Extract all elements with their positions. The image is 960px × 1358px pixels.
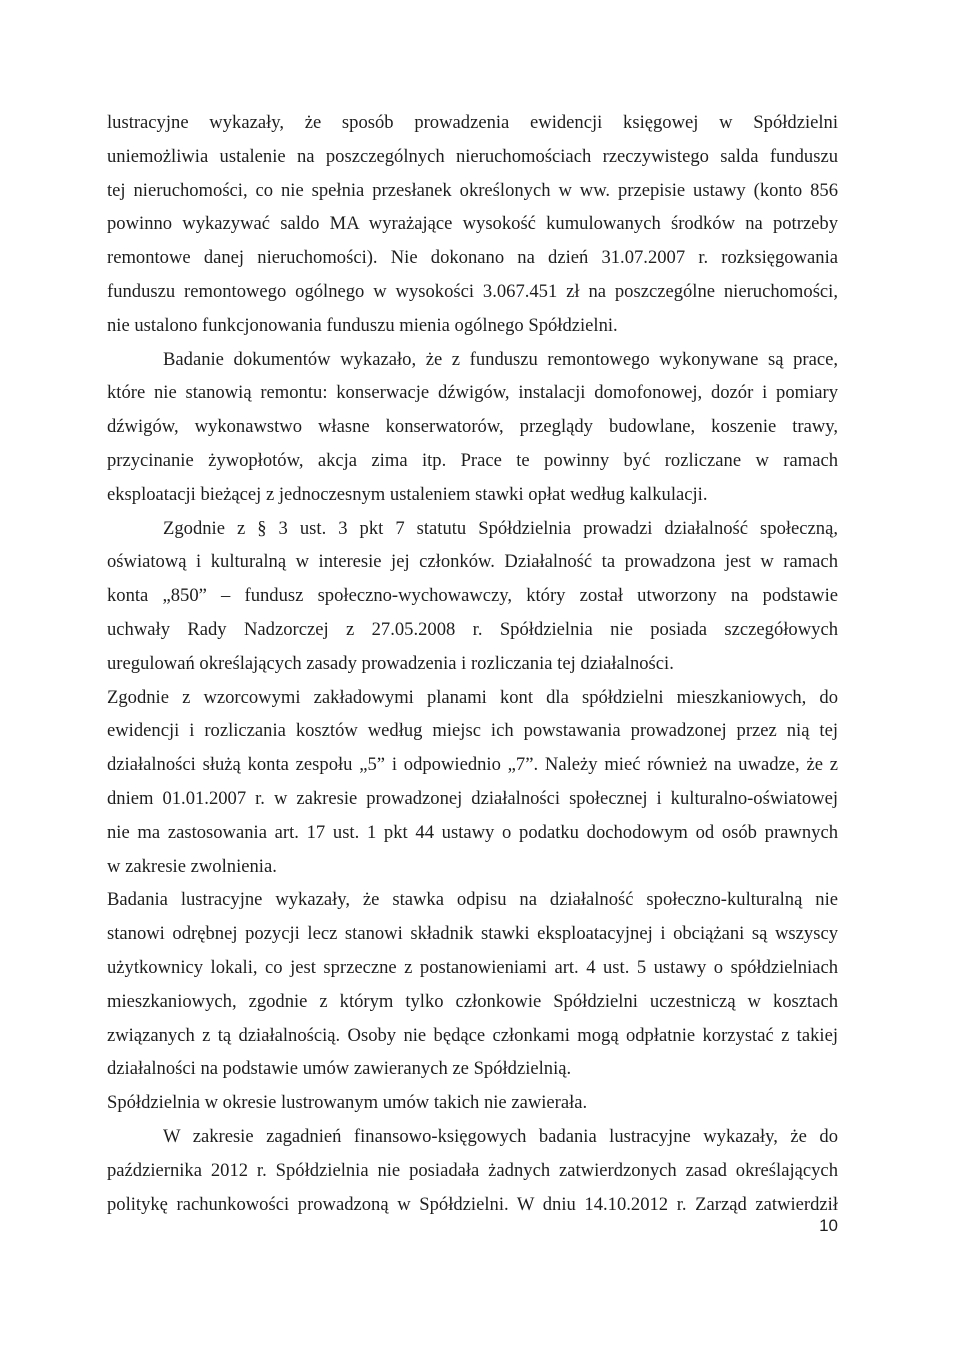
paragraph-line: uregulowań określających zasady prowadzenia i rozliczania tej działalności. (107, 652, 674, 674)
paragraph-line: dniem 01.01.2007 r. w zakresie prowadzonej działalności społecznej i kulturalno-oświatowej (107, 787, 838, 809)
paragraph-line: tej nieruchomości, co nie spełnia przesłanek określonych w ww. przepisie ustawy (konto 856 (107, 179, 838, 201)
paragraph-line: działalności na podstawie umów zawieranych ze Spółdzielnią. (107, 1058, 572, 1080)
paragraph-line: ewidencji i rozliczania kosztów według miejsc ich powstawania prowadzonej przez nią tej (107, 720, 838, 742)
paragraph-line: Zgodnie z § 3 ust. 3 pkt 7 statutu Spółdzielnia prowadzi działalność społeczną, (163, 517, 838, 539)
paragraph-line: funduszu remontowego ogólnego w wysokości 3.067.451 zł na poszczególne nieruchomości, (107, 280, 838, 302)
paragraph-line: lustracyjne wykazały, że sposób prowadzenia ewidencji księgowej w Spółdzielni (107, 112, 838, 133)
paragraph-line: stanowi odrębnej pozycji lecz stanowi składnik stawki eksploatacyjnej i obciążani są wszyscy (107, 923, 838, 945)
paragraph-line: dźwigów, wykonawstwo własne konserwatorów, przeglądy budowlane, koszenie trawy, (107, 416, 838, 438)
paragraph-line: nie ustalono funkcjonowania funduszu mienia ogólnego Spółdzielni. (107, 314, 618, 336)
paragraph-line: politykę rachunkowości prowadzoną w Spółdzielni. W dniu 14.10.2012 r. Zarząd zatwierdził (107, 1193, 838, 1215)
paragraph-line: Badanie dokumentów wykazało, że z funduszu remontowego wykonywane są prace, (163, 348, 838, 370)
paragraph-line: w zakresie zwolnienia. (107, 855, 277, 877)
paragraph-line: oświatową i kulturalną w interesie jej członków. Działalność ta prowadzona jest w ramach (107, 551, 838, 573)
paragraph-line: nie ma zastosowania art. 17 ust. 1 pkt 44 ustawy o podatku dochodowym od osób prawnych (107, 821, 838, 843)
paragraph-line: użytkownicy lokali, co jest sprzeczne z postanowieniami art. 4 ust. 5 ustawy o spółdzielniach (107, 956, 838, 978)
document-body (107, 106, 838, 1221)
paragraph-line: uchwały Rady Nadzorczej z 27.05.2008 r. Spółdzielnia nie posiada szczegółowych (107, 618, 838, 640)
paragraph-line: które nie stanowią remontu: konserwacje dźwigów, instalacji domofonowej, dozór i pomiary (107, 382, 838, 404)
paragraph-line: mieszkaniowych, zgodnie z którym tylko członkowie Spółdzielni uczestniczą w kosztach (107, 990, 838, 1012)
paragraph-line: W zakresie zagadnień finansowo-księgowych badania lustracyjne wykazały, że do (163, 1125, 838, 1147)
paragraph-line: związanych z tą działalnością. Osoby nie będące członkami mogą odpłatnie korzystać z takiej (107, 1024, 838, 1046)
paragraph-line: Badania lustracyjne wykazały, że stawka odpisu na działalność społeczno-kulturalną nie (107, 889, 838, 911)
paragraph-line: uniemożliwia ustalenie na poszczególnych nieruchomościach rzeczywistego salda funduszu (107, 145, 838, 167)
paragraph-line: eksploatacji bieżącej z jednoczesnym ustaleniem stawki opłat według kalkulacji. (107, 483, 708, 505)
paragraph-line: działalności służą konta zespołu „5” i odpowiednio „7”. Należy mieć również na uwadze, że z (107, 754, 838, 776)
page-number: 10 (819, 1216, 838, 1235)
paragraph-line: konta „850” – fundusz społeczno-wychowawczy, który został utworzony na podstawie (107, 585, 838, 607)
paragraph-line: Spółdzielnia w okresie lustrowanym umów takich nie zawierała. (107, 1092, 588, 1114)
paragraph-line: powinno wykazywać saldo MA wyrażające wysokość kumulowanych środków na potrzeby (107, 213, 838, 235)
paragraph-line: Zgodnie z wzorcowymi zakładowymi planami kont dla spółdzielni mieszkaniowych, do (107, 686, 838, 708)
paragraph-line: remontowe danej nieruchomości). Nie dokonano na dzień 31.07.2007 r. rozksięgowania (107, 247, 838, 269)
paragraph-line: przycinanie żywopłotów, akcja zima itp. Prace te powinny być rozliczane w ramach (107, 449, 838, 471)
paragraph-line: października 2012 r. Spółdzielnia nie posiadała żadnych zatwierdzonych zasad określających (107, 1159, 838, 1181)
